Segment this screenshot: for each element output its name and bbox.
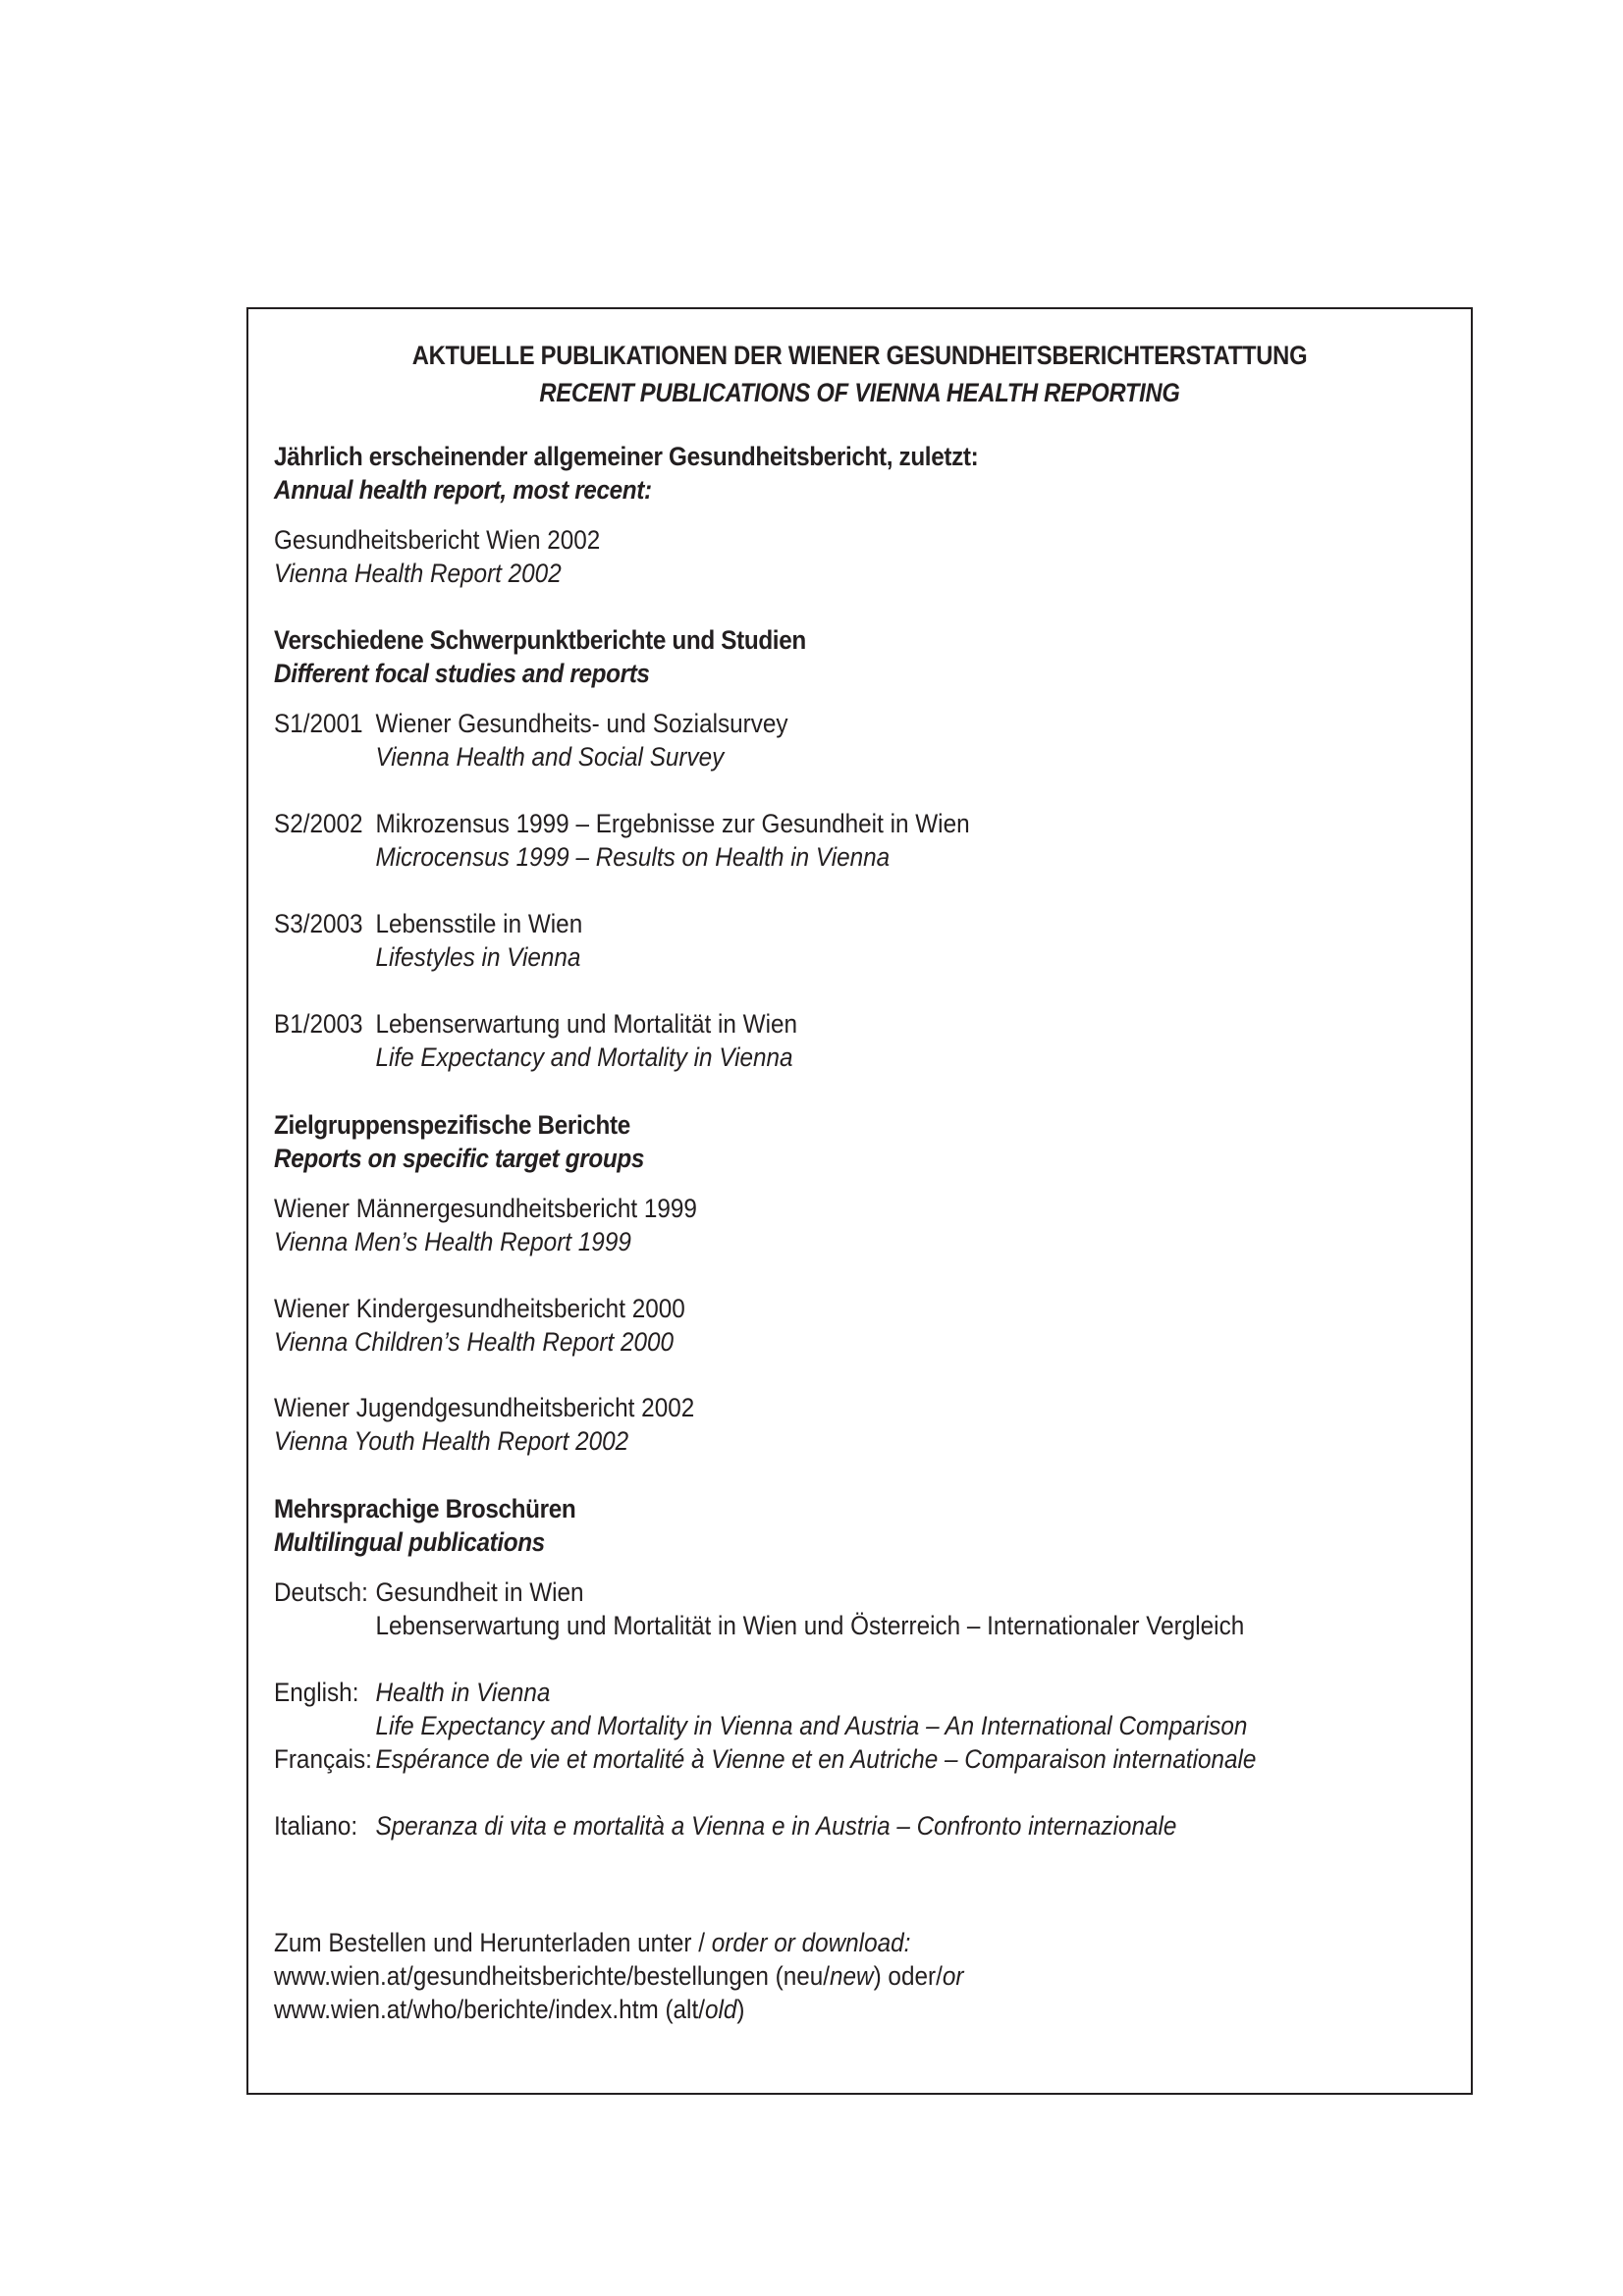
multi-heading-en: Multilingual publications [274, 1527, 545, 1557]
title-german: AKTUELLE PUBLIKATIONEN DER WIENER GESUNDHEITSBERICHTERSTATTUNG [411, 341, 1308, 370]
title-block [322, 337, 1398, 411]
focal-item-title-de: Wiener Gesundheits- und Sozialsurvey [375, 709, 788, 738]
order-or-label: or [942, 1961, 964, 1991]
order-url-old-link[interactable]: www.wien.at/who/berichte/index.htm [274, 1995, 659, 2024]
focal-item-title-en: Lifestyles in Vienna [375, 942, 581, 972]
target-item-de: Wiener Männergesundheitsbericht 1999 [274, 1194, 697, 1223]
order-new-label: new [830, 1961, 874, 1991]
annual-item-en: Vienna Health Report 2002 [274, 559, 562, 588]
order-url-new [274, 1959, 963, 1993]
order-intro-en: order or download: [711, 1928, 911, 1957]
focal-item-code: S2/2002 [274, 809, 363, 838]
multi-item-line: Gesundheit in Wien [375, 1577, 584, 1607]
focal-item-code: B1/2003 [274, 1009, 363, 1039]
target-item-en: Vienna Youth Health Report 2002 [274, 1426, 629, 1456]
focal-item-title-de: Mikrozensus 1999 – Ergebnisse zur Gesundheit in Wien [375, 809, 970, 838]
publications-box [246, 307, 1473, 2095]
order-paren: ) oder/ [873, 1961, 943, 1991]
annual-heading-en: Annual health report, most recent: [274, 475, 652, 505]
focal-item-title-de: Lebensstile in Wien [375, 909, 583, 938]
title-english: RECENT PUBLICATIONS OF VIENNA HEALTH REPORTING [539, 378, 1180, 407]
multi-heading-de: Mehrsprachige Broschüren [274, 1494, 576, 1523]
order-paren: ) [736, 1995, 745, 2024]
multi-item-language: Deutsch: [274, 1577, 368, 1607]
multi-item-language: English: [274, 1678, 359, 1707]
focal-item-code: S3/2003 [274, 909, 363, 938]
target-item-de: Wiener Jugendgesundheitsbericht 2002 [274, 1393, 695, 1422]
annual-heading-de: Jährlich erscheinender allgemeiner Gesundheitsbericht, zuletzt: [274, 442, 979, 471]
focal-item-code: S1/2001 [274, 709, 363, 738]
order-paren: (neu/ [768, 1961, 831, 1991]
multi-item-line: Health in Vienna [375, 1678, 551, 1707]
target-item-en: Vienna Men’s Health Report 1999 [274, 1227, 631, 1256]
order-paren: (alt/ [658, 1995, 705, 2024]
focal-item-title-en: Microcensus 1999 – Results on Health in Vienna [375, 842, 891, 872]
order-old-label: old [704, 1995, 737, 2024]
annual-item-de: Gesundheitsbericht Wien 2002 [274, 525, 601, 555]
target-item-de: Wiener Kindergesundheitsbericht 2000 [274, 1294, 685, 1323]
multi-item-language: Français: [274, 1744, 372, 1774]
order-intro-de: Zum Bestellen und Herunterladen unter / [274, 1928, 712, 1957]
order-url-new-link[interactable]: www.wien.at/gesundheitsberichte/bestellungen [274, 1961, 769, 1991]
order-url-old [274, 1993, 744, 2026]
target-heading-de: Zielgruppenspezifische Berichte [274, 1110, 630, 1140]
focal-heading-de: Verschiedene Schwerpunktberichte und Studien [274, 625, 806, 655]
target-item-en: Vienna Children’s Health Report 2000 [274, 1327, 675, 1357]
target-heading-en: Reports on specific target groups [274, 1144, 644, 1173]
focal-item-title-de: Lebenserwartung und Mortalität in Wien [375, 1009, 798, 1039]
multi-item-line: Speranza di vita e mortalità a Vienna e in Austria – Confronto internazionale [375, 1811, 1177, 1841]
focal-item-title-en: Life Expectancy and Mortality in Vienna [375, 1042, 793, 1072]
focal-heading-en: Different focal studies and reports [274, 659, 650, 688]
multi-item-language: Italiano: [274, 1811, 358, 1841]
multi-item-line: Life Expectancy and Mortality in Vienna and Austria – An International Comparison [375, 1711, 1248, 1740]
focal-item-title-en: Vienna Health and Social Survey [375, 742, 725, 772]
multi-item-line: Espérance de vie et mortalité à Vienne et en Autriche – Comparaison internationale [375, 1744, 1257, 1774]
order-intro [274, 1926, 910, 1959]
multi-item-line: Lebenserwartung und Mortalität in Wien und Österreich – Internationaler Vergleich [375, 1611, 1245, 1640]
